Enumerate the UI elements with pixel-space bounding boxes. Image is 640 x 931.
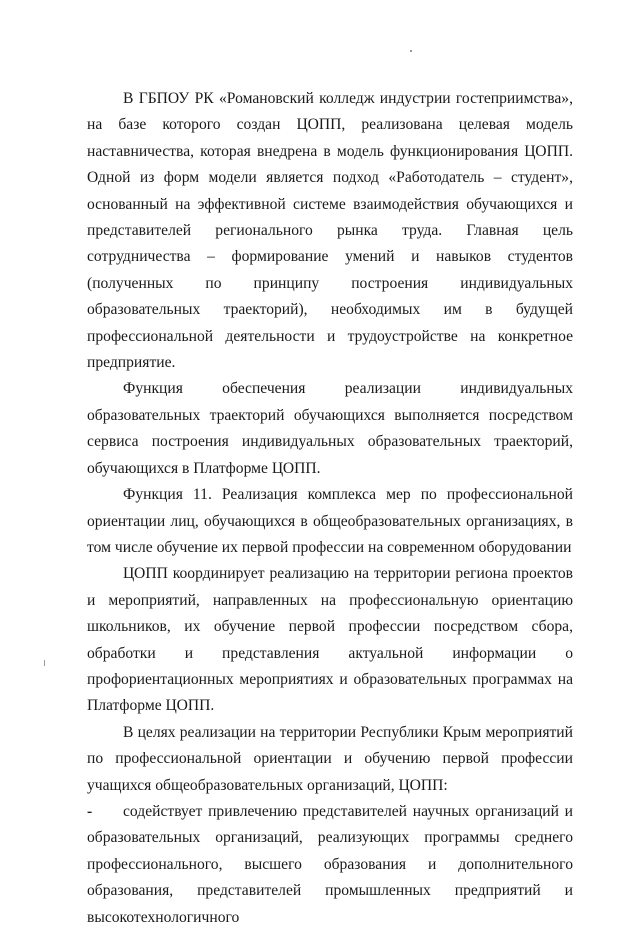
paragraph-function-11-heading: Функция 11. Реализация комплекса мер по профессиональной ориентации лиц, обучающихся в общеобразовательных организациях, в том числе обучение их первой профессии на современном оборудовании xyxy=(87,486,573,556)
bullet-list-item xyxy=(87,799,573,931)
bullet-item-text: содействует привлечению представителей научных организаций и образовательных организаций, реализующих программы среднего профессионального, высшего образования и дополнительного образования, представителей промышленных предприятий и высокотехнологичного xyxy=(87,802,573,926)
bullet-dash-icon: - xyxy=(87,802,93,820)
scan-speck xyxy=(410,50,412,52)
paragraph-mentorship-model: В ГБПОУ РК «Романовский колледж индустрии гостеприимства», на базе которого создан ЦОПП, реализована целевая модель наставничества, которая внедрена в модель функционирования ЦОПП. Одной из форм модели является подход «Работодатель – студент», основанный на эффективной системе взаимодействия обучающихся и представителей регионального рынка труда. Главная цель сотрудничества – формирование умений и навыков студентов (полученных по принципу построения индивидуальных образовательных траекторий), необходимых им в будущей профессиональной деятельности и трудоустройстве на конкретное предприятие. xyxy=(87,90,573,372)
paragraph-copp-coordination: ЦОПП координирует реализацию на территории региона проектов и мероприятий, направленных на профессиональную ориентацию школьников, их обучение первой профессии посредством сбора, обработки и представления актуальной информации о профориентационных мероприятиях и образовательных программах на Платформе ЦОПП. xyxy=(87,565,573,715)
paragraph-crimea-measures: В целях реализации на территории Республики Крым мероприятий по профессиональной ориентации и обучению первой профессии учащихся общеобразовательных организаций, ЦОПП: xyxy=(87,723,573,794)
scan-mark xyxy=(44,660,45,666)
paragraph-individual-trajectories: Функция обеспечения реализации индивидуальных образовательных траекторий обучающихся выполняется посредством сервиса построения индивидуальных образовательных траекторий, обучающихся в Платформе ЦОПП. xyxy=(87,380,573,477)
document-page xyxy=(87,86,573,931)
